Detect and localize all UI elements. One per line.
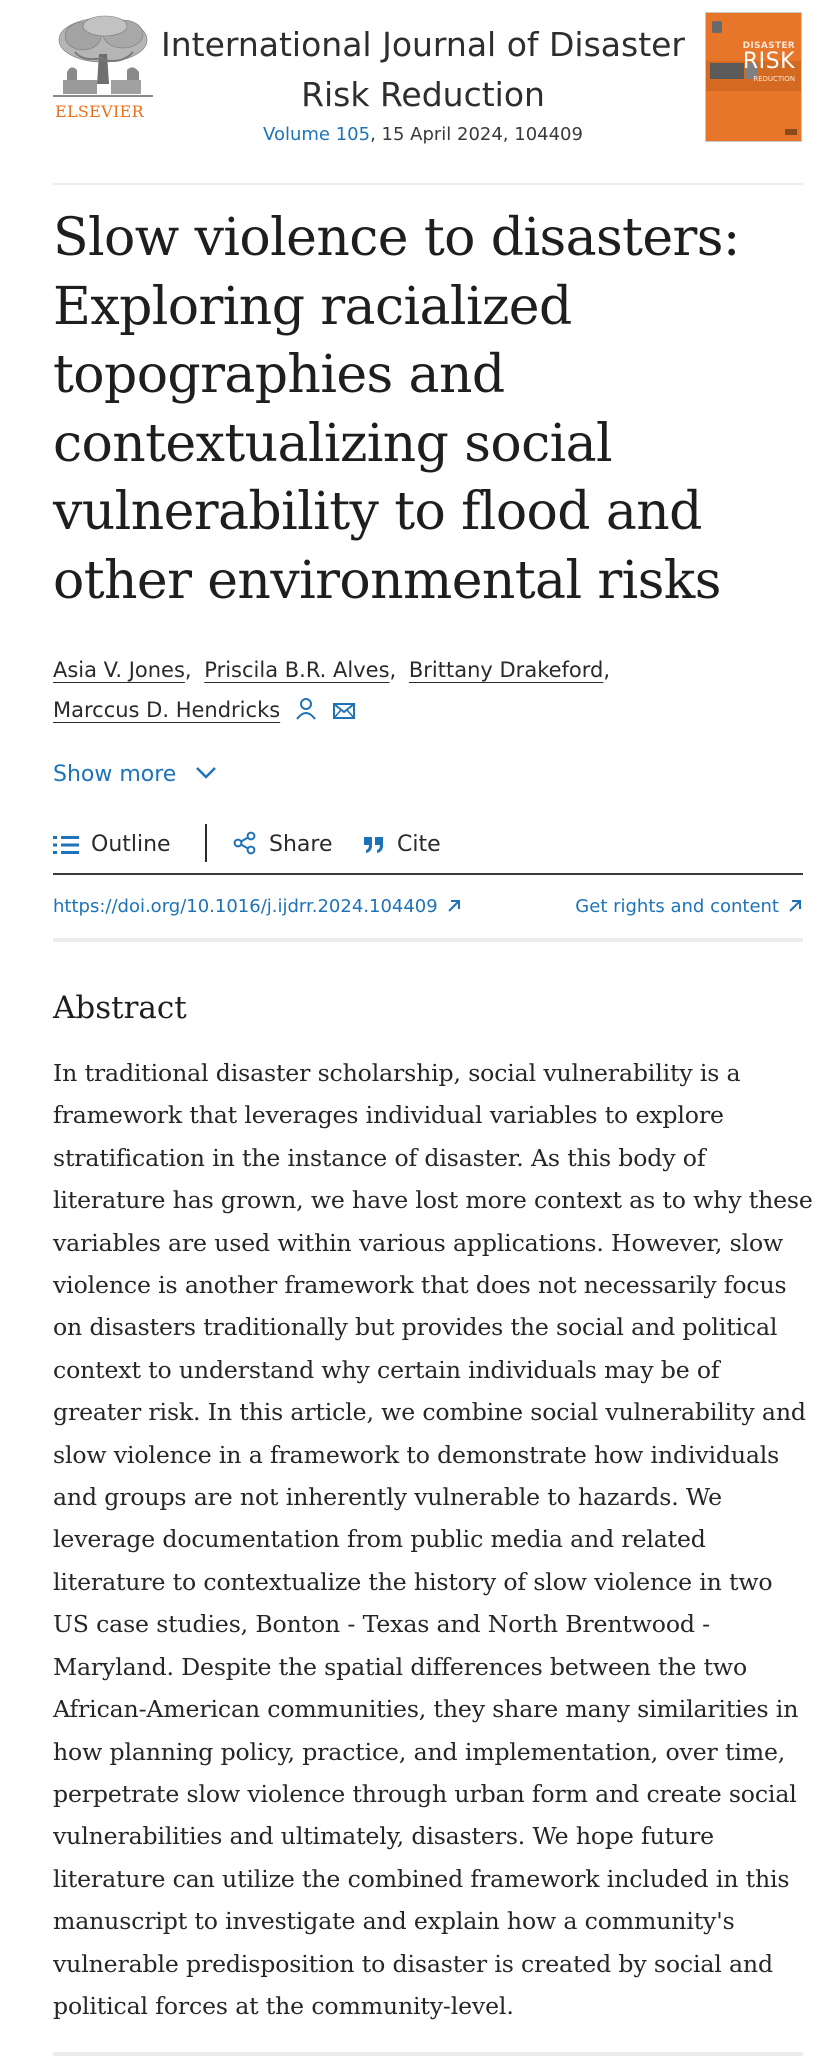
article-title: Slow violence to disasters: Exploring racialized topographies and contextualizing social vulnerability to flood and other environmental risks <box>53 208 740 611</box>
external-link-icon <box>446 898 462 914</box>
volume-link[interactable]: Volume 105 <box>263 124 371 145</box>
elsevier-logo[interactable] <box>53 14 153 134</box>
header-divider <box>53 183 803 185</box>
cover-text-line3: REDUCTION <box>753 75 795 83</box>
publisher-wordmark: ELSEVIER <box>55 102 144 121</box>
email-icon[interactable] <box>332 701 356 721</box>
journal-title[interactable]: International Journal of Disaster Risk Reduction <box>160 25 686 114</box>
rights-content-link[interactable] <box>575 896 803 917</box>
author-separator: , <box>184 658 192 682</box>
cover-footer-mark <box>785 129 797 135</box>
footer-divider <box>53 2052 803 2056</box>
doi-link[interactable] <box>53 896 462 917</box>
cover-block <box>710 63 744 79</box>
author-separator: , <box>603 658 611 682</box>
author-link[interactable]: Marccus D. Hendricks <box>53 698 281 722</box>
chevron-down-icon <box>195 766 217 780</box>
cover-text-line2: RISK <box>742 49 795 74</box>
quote-icon <box>363 835 385 855</box>
journal-cover-image[interactable] <box>705 12 802 142</box>
cover-publisher-mark <box>712 21 722 33</box>
cite-button[interactable] <box>363 820 441 870</box>
outline-label: Outline <box>91 832 171 857</box>
show-more-button[interactable] <box>53 762 217 787</box>
journal-header <box>53 10 803 145</box>
section-divider <box>53 938 803 942</box>
toolbar-divider-line <box>53 873 803 875</box>
toolbar-divider <box>205 824 207 862</box>
author-link[interactable]: Priscila B.R. Alves <box>204 658 390 682</box>
rights-text: Get rights and content <box>575 896 779 917</box>
share-label: Share <box>269 832 333 857</box>
external-link-icon <box>787 898 803 914</box>
author-separator: , <box>389 658 397 682</box>
doi-text: https://doi.org/10.1016/j.ijdrr.2024.104409 <box>53 896 438 917</box>
elsevier-tree-icon <box>53 14 153 100</box>
article-toolbar <box>53 820 803 870</box>
volume-info <box>153 124 693 145</box>
author-link[interactable]: Asia V. Jones <box>53 658 185 682</box>
show-more-label: Show more <box>53 762 177 787</box>
cover-text-line1: DISASTER <box>742 41 795 51</box>
doi-row <box>53 890 803 926</box>
volume-date-article: , 15 April 2024, 104409 <box>370 124 583 145</box>
author-list <box>53 650 813 730</box>
share-icon <box>233 831 257 855</box>
outline-button[interactable] <box>53 820 171 870</box>
abstract-body: In traditional disaster scholarship, social vulnerability is a framework that leverages individual variables to explore stratification in the instance of disaster. As this body of literature has grown, we have lost more context as to why these variables are used within various applications. However, slow violence is another framework that does not necessarily focus on disasters traditionally but provides the social and political context to understand why certain individuals may be of greater risk. In this article, we combine social vulnerability and slow violence in a framework to demonstrate how individuals and groups are not inherently vulnerable to hazards. We leverage documentation from public media and related literature to contextualize the history of slow violence in two US case studies, Bonton - Texas and North Brentwood - Maryland. Despite the spatial differences between the two African-American communities, they share many similarities in how planning policy, practice, and implementation, over time, perpetrate slow violence through urban form and create social vulnerabilities and ultimately, disasters. We hope future literature can utilize the combined framework included in this manuscript to investigate and explain how a community's vulnerable predisposition to disaster is created by social and political forces at the community-level. <box>53 1059 813 2020</box>
list-icon <box>53 835 79 855</box>
author-link[interactable]: Brittany Drakeford <box>408 658 604 682</box>
cite-label: Cite <box>397 832 441 857</box>
share-button[interactable] <box>233 820 333 870</box>
abstract-heading: Abstract <box>53 990 187 1026</box>
corresponding-author-icon[interactable] <box>295 697 317 721</box>
